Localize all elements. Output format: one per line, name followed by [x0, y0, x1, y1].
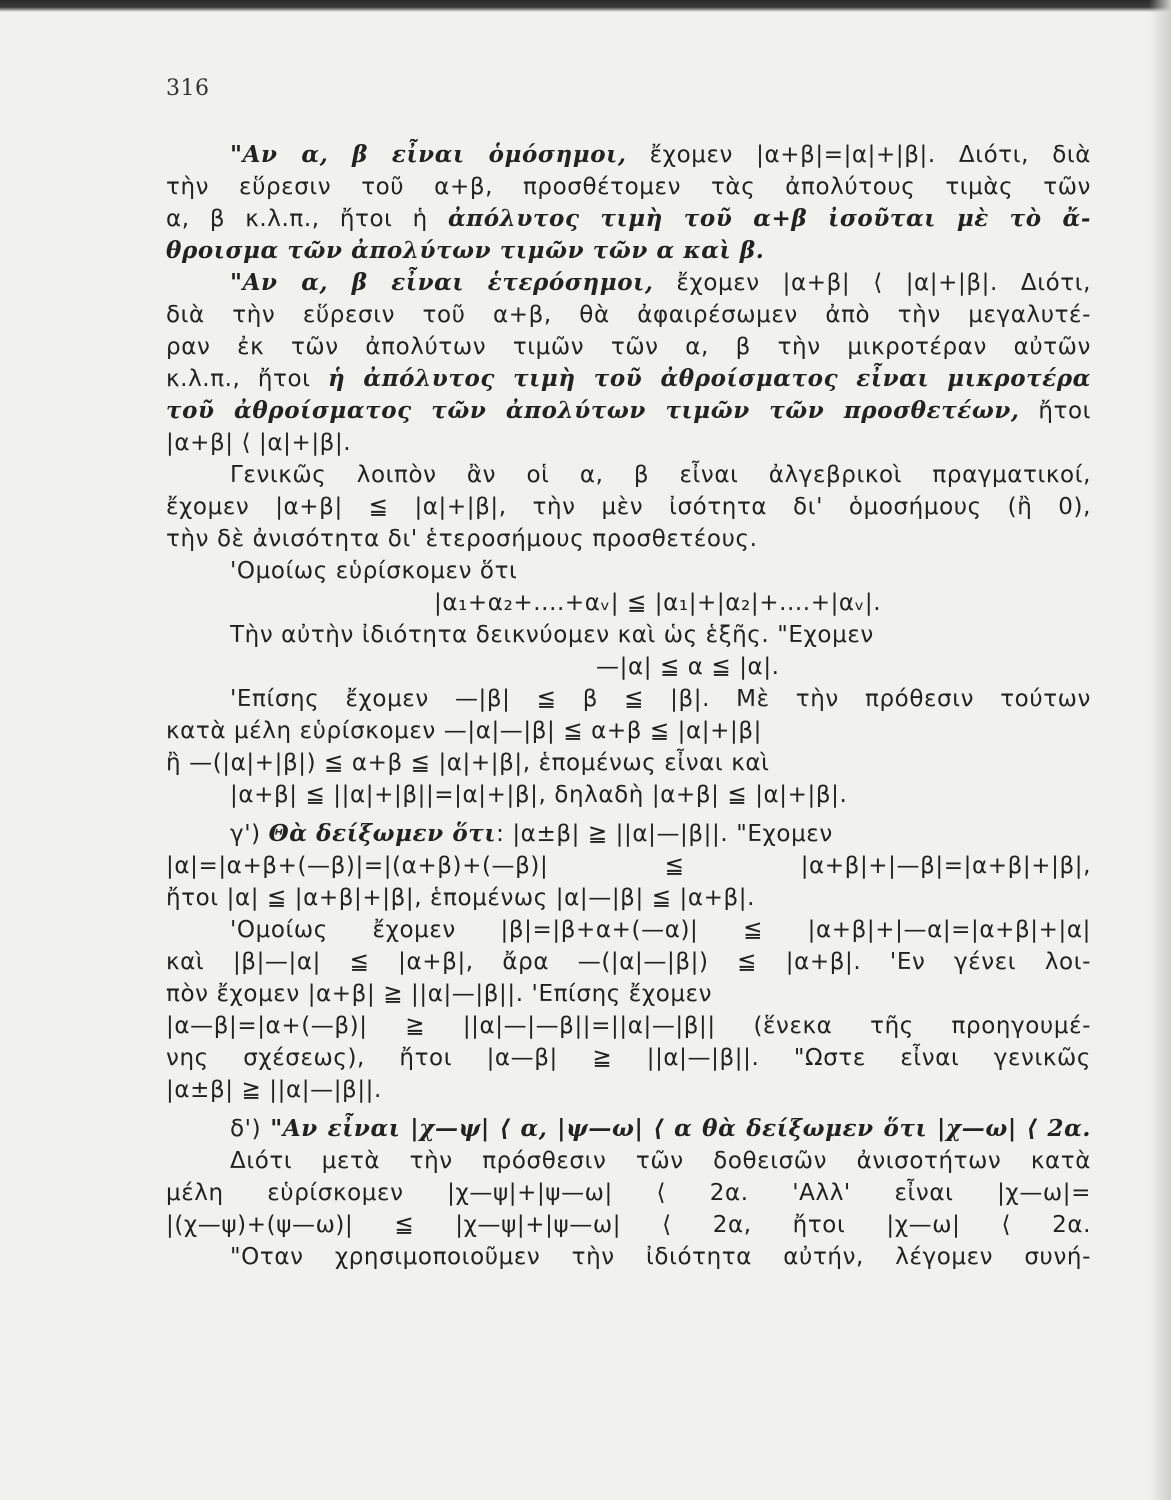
text-line — [166, 818, 1091, 850]
text-line — [166, 1209, 1091, 1241]
text-line — [166, 1010, 1091, 1042]
text-segment: κατὰ μέλη εὑρίσκομεν —|α|—|β| ≦ α+β ≦ |α|+|β| — [166, 718, 762, 744]
text-line — [166, 555, 1091, 587]
text-line — [166, 331, 1091, 363]
text-segment: Διότι μετὰ τὴν πρόσθεσιν τῶν δοθεισῶν ἀνισοτήτων κατὰ — [230, 1148, 1091, 1174]
text-segment: ἔχομεν |α+β| ≦ |α|+|β|, τὴν μὲν ἰσότητα δι' ὁμοσήμους (ἢ 0), — [166, 494, 1091, 520]
text-line — [166, 1145, 1091, 1177]
text-line — [166, 747, 1091, 779]
text-segment: —|α| ≦ α ≦ |α|. — [596, 654, 780, 680]
text-segment: γ') — [230, 821, 269, 847]
text-segment: "Οταν χρησιμοποιοῦμεν τὴν ἰδιότητα αὐτήν, λέγομεν συνή- — [230, 1244, 1091, 1270]
scan-edge-top — [0, 0, 1171, 12]
text-line — [166, 491, 1091, 523]
text-line — [166, 619, 1091, 651]
text-line — [166, 299, 1091, 331]
text-line — [166, 395, 1091, 427]
text-segment: ραν ἐκ τῶν ἀπολύτων τιμῶν τῶν α, β τὴν μικροτέραν αὐτῶν — [166, 334, 1091, 360]
text-line — [166, 427, 1091, 459]
page-content — [166, 76, 1091, 1273]
text-line — [166, 171, 1091, 203]
text-line — [166, 1241, 1091, 1273]
text-segment: ἔχομεν |α+β| ⟨ |α|+|β|. Διότι, — [653, 270, 1091, 296]
text-segment: |α+β| ≦ ||α|+|β||=|α|+|β|, δηλαδὴ |α+β| ≦ |α|+|β|. — [230, 782, 848, 808]
text-line — [166, 203, 1091, 235]
text-segment: 'Ομοίως εὑρίσκομεν ὅτι — [230, 558, 518, 584]
text-line — [166, 523, 1091, 555]
text-segment: ἔχομεν |α+β|=|α|+|β|. Διότι, διὰ — [626, 142, 1091, 168]
emphasis-text: ἀπόλυτος τιμὴ τοῦ α+β ἰσοῦται μὲ τὸ ἄ- — [447, 205, 1091, 232]
text-segment: 'Επίσης ἔχομεν —|β| ≦ β ≦ |β|. Μὲ τὴν πρόθεσιν τούτων — [230, 686, 1091, 712]
text-segment: Γενικῶς λοιπὸν ἂν οἱ α, β εἶναι ἀλγεβρικοὶ πραγματικοί, — [230, 462, 1091, 488]
text-line — [166, 1113, 1091, 1145]
text-segment: : |α±β| ≧ ||α|—|β||. "Εχομεν — [496, 821, 833, 847]
text-segment: δ') — [230, 1116, 271, 1142]
text-line — [166, 235, 1091, 267]
text-segment: |(χ—ψ)+(ψ—ω)| ≦ |χ—ψ|+|ψ—ω| ⟨ 2α, ἤτοι |χ—ω| ⟨ 2α. — [166, 1212, 1091, 1238]
text-line — [166, 715, 1091, 747]
text-segment: κ.λ.π., ἤτοι — [166, 366, 328, 392]
text-segment: ἢ —(|α|+|β|) ≦ α+β ≦ |α|+|β|, ἑπομένως εἶναι καὶ — [166, 750, 770, 776]
text-segment: Τὴν αὐτὴν ἰδιότητα δεικνύομεν καὶ ὡς ἑξῆς. "Εχομεν — [230, 622, 874, 648]
text-line — [166, 587, 1091, 619]
emphasis-text: Θὰ δείξωμεν ὅτι — [268, 820, 497, 847]
emphasis-text: ἡ ἀπόλυτος τιμὴ τοῦ ἀθροίσματος εἶναι μικροτέρα — [327, 365, 1091, 392]
emphasis-text: "Αν α, β εἶναι ἑτερόσημοι, — [230, 269, 654, 296]
text-segment: ἤτοι |α| ≦ |α+β|+|β|, ἑπομένως |α|—|β| ≦ |α+β|. — [166, 885, 756, 911]
text-line — [166, 914, 1091, 946]
text-line — [166, 1177, 1091, 1209]
text-segment: |α₁+α₂+....+αᵥ| ≦ |α₁|+|α₂|+....+|αᵥ|. — [434, 590, 882, 616]
text-segment: |α+β| ⟨ |α|+|β|. — [166, 430, 352, 456]
text-line — [166, 363, 1091, 395]
body-text — [166, 139, 1091, 1273]
text-line — [166, 779, 1091, 811]
text-segment: διὰ τὴν εὕρεσιν τοῦ α+β, θὰ ἀφαιρέσωμεν ἀπὸ τὴν μεγαλυτέ- — [166, 302, 1091, 328]
text-line — [166, 651, 1091, 683]
emphasis-text: τοῦ ἀθροίσματος τῶν ἀπολύτων τιμῶν τῶν προσθετέων, — [166, 397, 1020, 424]
page-number: 316 — [166, 76, 210, 101]
text-segment: πὸν ἔχομεν |α+β| ≧ ||α|—|β||. 'Επίσης ἔχομεν — [166, 981, 713, 1007]
text-segment: α, β κ.λ.π., ἤτοι ἡ — [166, 206, 448, 232]
text-line — [166, 946, 1091, 978]
text-line — [166, 459, 1091, 491]
text-line — [166, 978, 1091, 1010]
text-segment: τὴν εὕρεσιν τοῦ α+β, προσθέτομεν τὰς ἀπολύτους τιμὰς τῶν — [166, 174, 1091, 200]
scan-edge-right — [1149, 0, 1171, 1500]
text-segment: |α|=|α+β+(—β)|=|(α+β)+(—β)| ≦ |α+β|+|—β|=|α+β|+|β|, — [166, 853, 1091, 879]
text-segment: τὴν δὲ ἀνισότητα δι' ἑτεροσήμους προσθετέους. — [166, 526, 758, 552]
text-segment: |α±β| ≧ ||α|—|β||. — [166, 1077, 382, 1103]
text-line — [166, 850, 1091, 882]
emphasis-text: "Αν εἶναι |χ—ψ| ⟨ α, |ψ—ω| ⟨ α θὰ δείξωμεν ὅτι |χ—ω| ⟨ 2α. — [270, 1115, 1091, 1142]
emphasis-text: "Αν α, β εἶναι ὁμόσημοι, — [230, 141, 627, 168]
text-line — [166, 1074, 1091, 1106]
emphasis-text: θροισμα τῶν ἀπολύτων τιμῶν τῶν α καὶ β. — [166, 237, 765, 264]
text-segment: 'Ομοίως ἔχομεν |β|=|β+α+(—α)| ≦ |α+β|+|—α|=|α+β|+|α| — [230, 917, 1091, 943]
text-line — [166, 267, 1091, 299]
text-segment: καὶ |β|—|α| ≦ |α+β|, ἄρα —(|α|—|β|) ≦ |α+β|. 'Εν γένει λοι- — [166, 949, 1091, 975]
text-segment: |α—β|=|α+(—β)| ≧ ||α|—|—β||=||α|—|β|| (ἕνεκα τῆς προηγουμέ- — [166, 1013, 1091, 1039]
text-line — [166, 1042, 1091, 1074]
text-line — [166, 683, 1091, 715]
text-segment: ἤτοι — [1019, 398, 1091, 424]
text-line — [166, 882, 1091, 914]
text-line — [166, 139, 1091, 171]
text-segment: μέλη εὑρίσκομεν |χ—ψ|+|ψ—ω| ⟨ 2α. 'Αλλ' εἶναι |χ—ω|= — [166, 1180, 1091, 1206]
text-segment: νης σχέσεως), ἤτοι |α—β| ≧ ||α|—|β||. "Ωστε εἶναι γενικῶς — [166, 1045, 1091, 1071]
